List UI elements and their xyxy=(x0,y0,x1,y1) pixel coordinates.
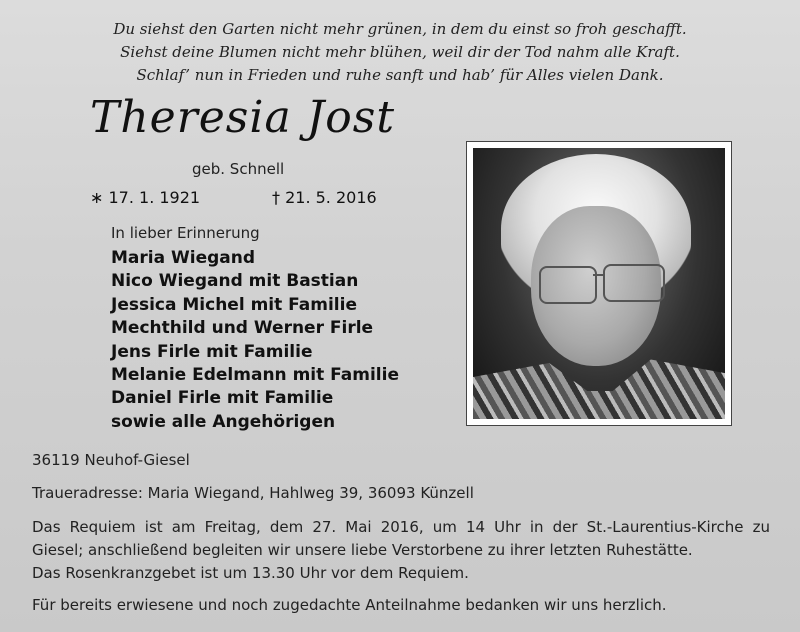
mourners-intro: In lieber Erinnerung xyxy=(111,224,260,242)
requiem-info xyxy=(32,516,770,585)
mourner-name: Daniel Firle mit Familie xyxy=(111,388,334,409)
birth-date: ∗ 17. 1. 1921 xyxy=(90,188,201,207)
mourning-address: Traueradresse: Maria Wiegand, Hahlweg 39, 36093 Künzell xyxy=(32,484,474,502)
mourners-list xyxy=(111,247,399,434)
maiden-name: geb. Schnell xyxy=(192,160,285,178)
thanks-note: Für bereits erwiesene und noch zugedachte Anteilnahme bedanken wir uns herzlich. xyxy=(32,596,667,614)
death-date: † 21. 5. 2016 xyxy=(272,188,377,207)
glasses-right xyxy=(603,264,665,302)
poem-line: Siehst deine Blumen nicht mehr blühen, weil dir der Tod nahm alle Kraft. xyxy=(120,43,680,61)
requiem-line: Giesel; anschließend begleiten wir unsere liebe Verstorbene zu ihrer letzten Ruhestätte. xyxy=(32,541,693,559)
glasses-left xyxy=(539,266,597,304)
mourner-name: Maria Wiegand xyxy=(111,248,256,268)
mourner-name: Melanie Edelmann mit Familie xyxy=(111,365,399,386)
mourner-name: Jessica Michel mit Familie xyxy=(111,294,357,315)
glasses-bridge xyxy=(593,274,603,276)
location: 36119 Neuhof-Giesel xyxy=(32,451,190,469)
poem-line: Du siehst den Garten nicht mehr grünen, in dem du einst so froh geschafft. xyxy=(113,20,687,38)
mourner-name: Mechthild und Werner Firle xyxy=(111,318,374,339)
mourner-name: Jens Firle mit Familie xyxy=(111,341,313,362)
mourner-name: sowie alle Angehörigen xyxy=(111,411,336,432)
portrait-image xyxy=(473,148,725,419)
deceased-name: Theresia Jost xyxy=(90,92,396,143)
poem xyxy=(0,18,800,87)
poem-line: Schlaf’ nun in Frieden und ruhe sanft und hab’ für Alles vielen Dank. xyxy=(136,66,664,84)
requiem-line: Das Requiem ist am Freitag, dem 27. Mai 2016, um 14 Uhr in der St.-Laurentius-Kirche zu xyxy=(32,518,770,536)
mourner-name: Nico Wiegand mit Bastian xyxy=(111,271,359,292)
portrait-photo xyxy=(466,141,732,426)
requiem-line: Das Rosenkranzgebet ist um 13.30 Uhr vor dem Requiem. xyxy=(32,564,469,582)
